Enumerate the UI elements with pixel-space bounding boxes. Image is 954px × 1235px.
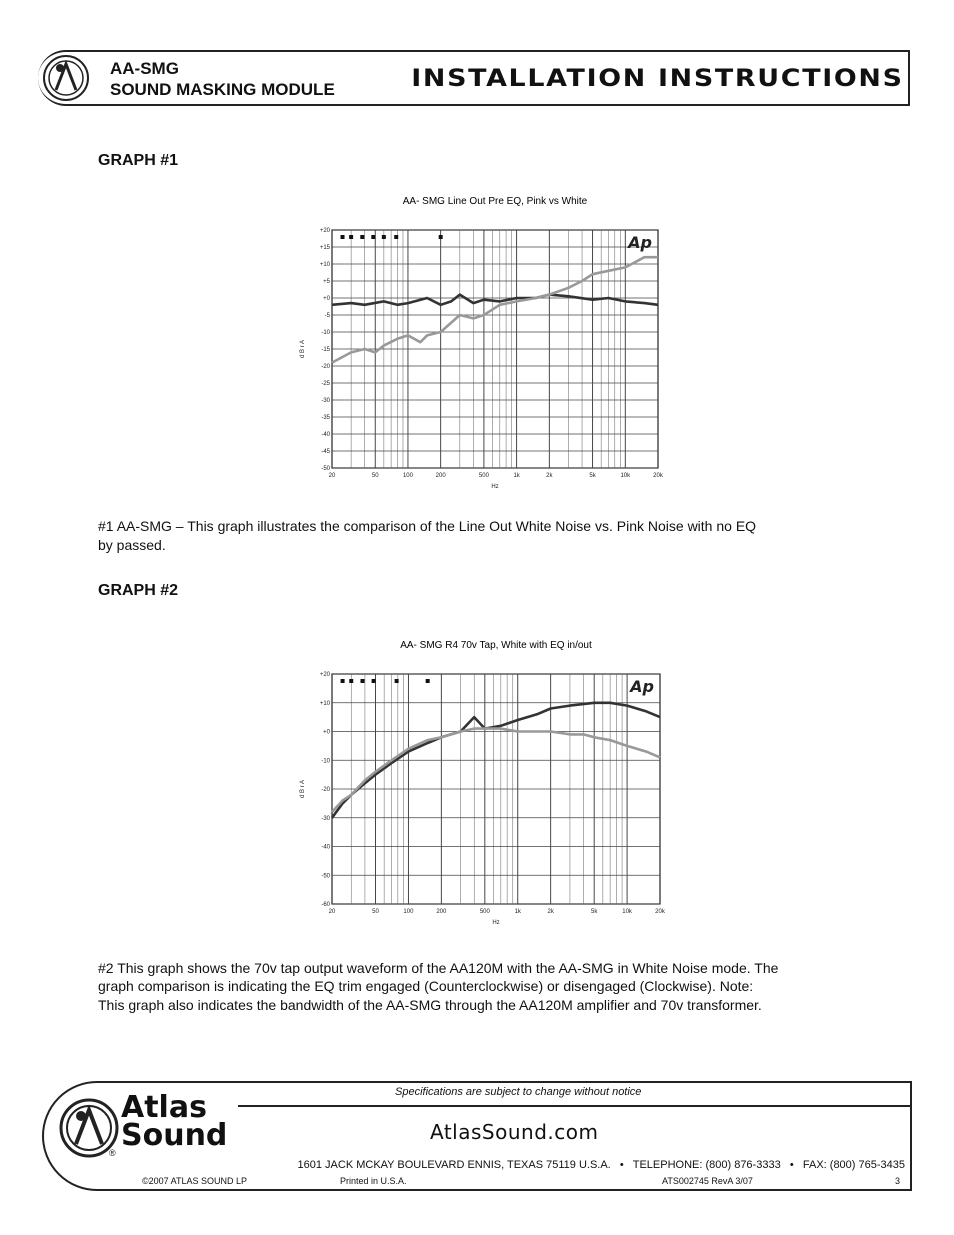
chart2-y-tick-label: +20 (319, 672, 330, 678)
chart1-y-tick-label: -45 (321, 449, 330, 455)
chart1-marker (371, 235, 375, 239)
chart1-y-tick-label: -40 (321, 432, 330, 438)
chart2-x-tick-label: 200 (436, 909, 447, 915)
chart1-y-tick-label: -15 (321, 347, 330, 353)
chart1-marker (341, 235, 345, 239)
website-link[interactable]: AtlasSound.com (430, 1120, 599, 1144)
copyright: ©2007 ATLAS SOUND LP (142, 1176, 248, 1186)
chart1-y-tick-label: -30 (321, 398, 330, 404)
graph2-heading: GRAPH #2 (98, 582, 179, 599)
chart1-x-tick-label: 500 (478, 473, 489, 479)
chart2-y-tick-label: -10 (321, 758, 330, 765)
chart2-y-tick-label: +10 (319, 700, 330, 707)
chart2-x-tick-label: 10k (622, 909, 632, 915)
chart2-x-tick-label: 2k (547, 909, 554, 915)
chart2-x-tick-label: 500 (479, 909, 490, 915)
chart2-title: AA- SMG R4 70v Tap, White with EQ in/out (400, 640, 592, 651)
header-logo (42, 54, 92, 102)
chart1-x-tick-label: 20 (328, 473, 336, 479)
page-title: INSTALLATION INSTRUCTIONS (411, 64, 904, 92)
chart1-y-tick-label: +20 (319, 228, 330, 234)
chart1-x-axis-label: Hz (491, 484, 499, 490)
chart1-x-tick-label: 10k (620, 473, 631, 479)
model-name: AA-SMG (110, 59, 179, 78)
chart2-x-tick-label: 20k (655, 909, 665, 915)
chart1-y-tick-label: +5 (323, 279, 330, 285)
chart1-marker (382, 235, 386, 239)
chart2-y-tick-label: -20 (321, 787, 330, 793)
chart2-y-tick-label: -30 (321, 815, 330, 822)
chart1-marker (394, 235, 398, 239)
chart1-y-tick-label: -25 (321, 381, 330, 387)
graph2-chart (270, 632, 680, 932)
chart2-marker (360, 679, 364, 683)
chart2-marker (426, 679, 430, 683)
chart2-y-tick-label: -60 (321, 902, 330, 908)
graph2-caption-line2: graph comparison is indicating the EQ trim engaged (Counterclockwise) or disengaged (Clockwise). Note: (98, 978, 754, 994)
graph2-caption-line3: This graph also indicates the bandwidth of the AA-SMG through the AA120M amplifier and 70v transformer. (98, 997, 762, 1013)
chart1-title: AA- SMG Line Out Pre EQ, Pink vs White (402, 196, 588, 207)
graph1-chart (270, 188, 680, 498)
company-address: 1601 JACK MCKAY BOULEVARD ENNIS, TEXAS 75119 U.S.A. • TELEPHONE: (800) 876-3333 • FAX: (800) 765-3435 (297, 1159, 905, 1171)
chart2-x-axis-label: Hz (492, 920, 500, 926)
chart1-y-tick-label: +10 (319, 262, 330, 268)
chart2-marker (341, 679, 345, 683)
chart1-x-tick-label: 50 (371, 473, 379, 479)
chart2-y-axis-label: d B r A (300, 779, 306, 799)
doc-number: ATS002745 RevA 3/07 (662, 1176, 753, 1186)
chart2-y-tick-label: -50 (321, 873, 330, 880)
graph1-heading: GRAPH #1 (98, 152, 179, 169)
chart2-x-tick-label: 5k (591, 909, 598, 915)
chart1-y-tick-label: -35 (321, 415, 330, 421)
graph2-caption-line1: #2 This graph shows the 70v tap output waveform of the AA120M with the AA-SMG in White Noise mode. The (98, 960, 779, 976)
chart1-y-tick-label: -10 (321, 330, 330, 336)
printed-in: Printed in U.S.A. (340, 1176, 407, 1186)
registered-mark: ® (109, 1148, 116, 1158)
page-number: 3 (895, 1176, 901, 1186)
ap-logo-icon: Ap (630, 677, 654, 696)
chart1-x-tick-label: 1k (513, 473, 520, 479)
chart1-x-tick-label: 5k (589, 473, 596, 479)
chart1-x-tick-label: 200 (435, 473, 446, 479)
chart2-y-tick-label: -40 (321, 844, 330, 851)
footer-divider (238, 1105, 910, 1107)
chart2-marker (395, 679, 399, 683)
atlas-logo-icon (42, 54, 92, 102)
chart1-y-tick-label: -50 (321, 466, 330, 472)
chart2-x-tick-label: 50 (372, 909, 379, 915)
graph1-caption-line1: #1 AA-SMG – This graph illustrates the comparison of the Line Out White Noise vs. Pink Noise with no EQ (98, 518, 757, 534)
chart1-marker (360, 235, 364, 239)
chart2-x-tick-label: 20 (328, 909, 336, 915)
chart1-marker (349, 235, 353, 239)
brand-sound: Sound (121, 1118, 228, 1153)
chart1-x-tick-label: 20k (653, 473, 663, 479)
chart1-y-tick-label: -5 (324, 313, 330, 319)
chart1-y-tick-label: -20 (321, 364, 330, 370)
chart1-y-axis-label: d B r A (300, 339, 306, 359)
chart2-y-tick-label: +0 (323, 729, 330, 736)
spec-notice: Specifications are subject to change without notice (395, 1086, 642, 1098)
chart2-x-tick-label: 100 (403, 909, 414, 915)
graph1-caption-line2: by passed. (98, 537, 166, 553)
chart1-y-tick-label: +15 (319, 245, 330, 251)
chart1-x-tick-label: 2k (546, 473, 553, 479)
chart1-y-tick-label: +0 (323, 296, 330, 302)
chart2-x-tick-label: 1k (514, 909, 521, 915)
chart2-marker (372, 679, 376, 683)
ap-logo-icon: Ap (628, 233, 652, 252)
chart1-marker (439, 235, 443, 239)
brand-atlas: Atlas (121, 1090, 207, 1125)
chart1-x-tick-label: 100 (402, 473, 413, 479)
chart2-marker (349, 679, 353, 683)
product-name: SOUND MASKING MODULE (110, 80, 335, 99)
